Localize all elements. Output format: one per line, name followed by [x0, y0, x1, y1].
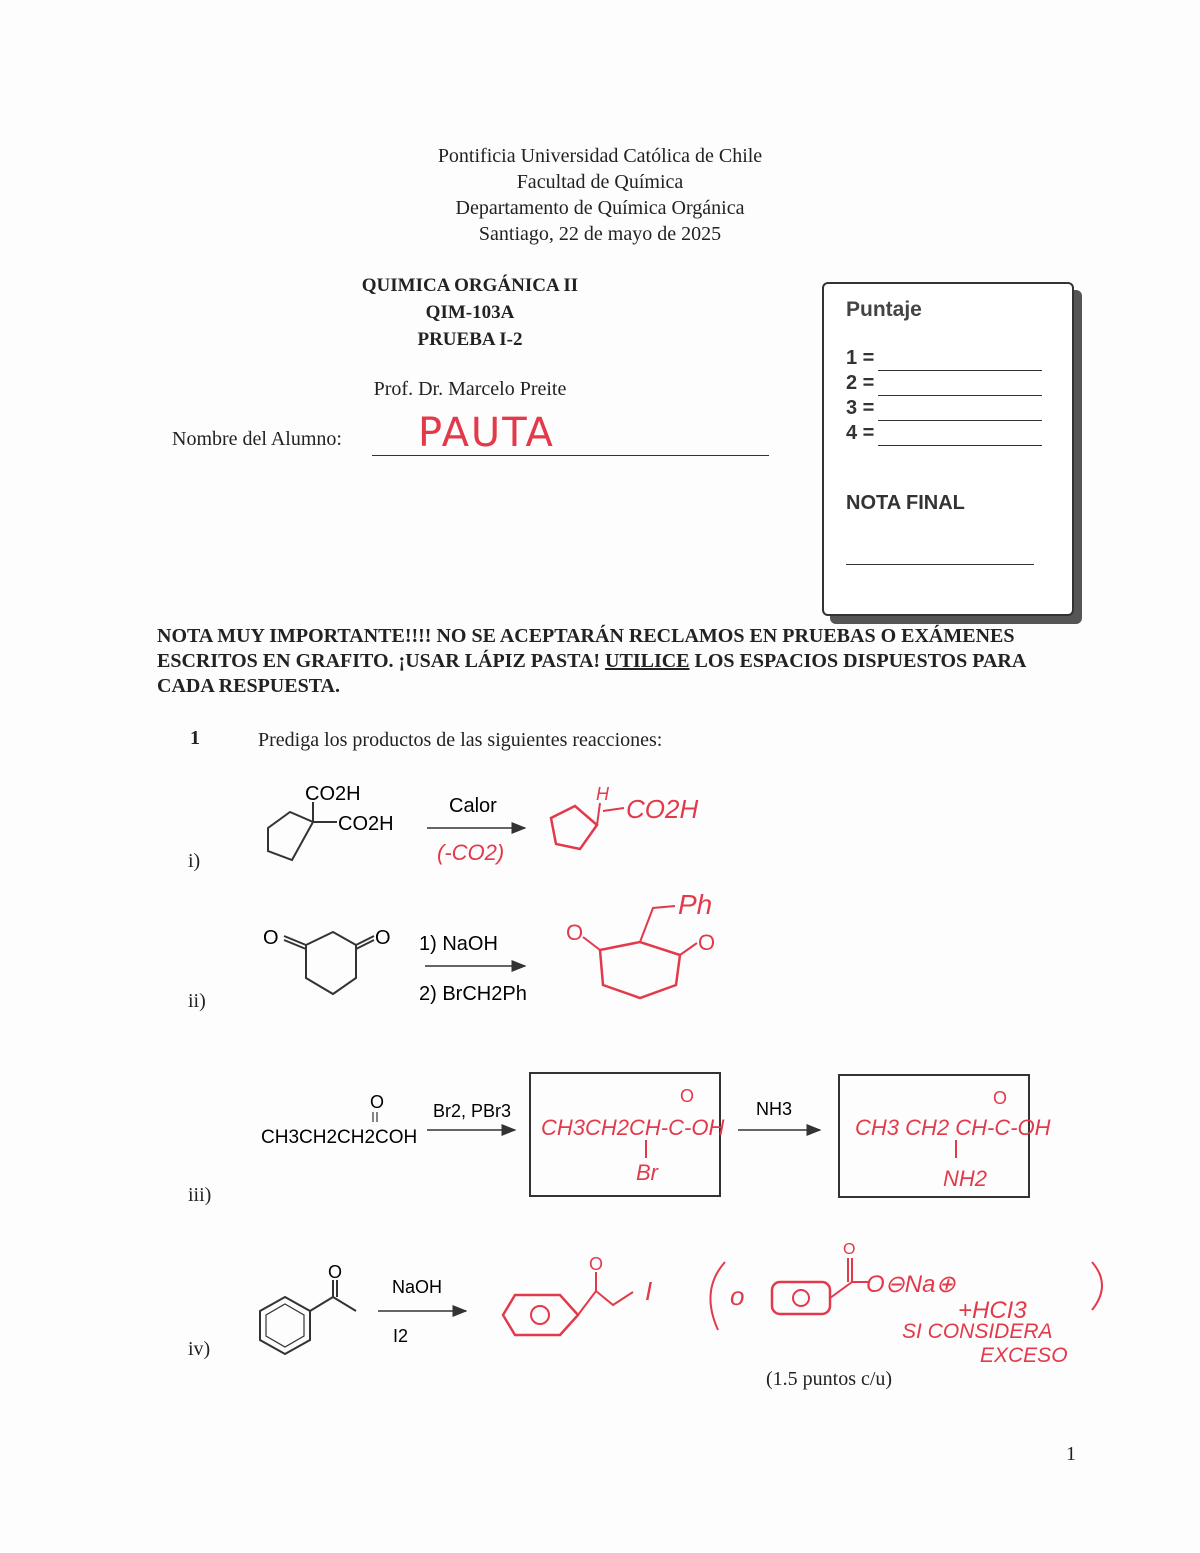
condition-nh3: NH3 — [756, 1099, 793, 1119]
exam-date: Santiago, 22 de mayo de 2025 — [478, 223, 722, 245]
alt-o: O — [843, 1241, 856, 1258]
reaction-label-i: i) — [188, 850, 201, 872]
answer-iv-iodide: I — [645, 1276, 653, 1306]
reaction-label-iii: iii) — [188, 1184, 212, 1206]
alt-note-line2: EXCESO — [980, 1344, 1068, 1367]
condition-heat: Calor — [449, 795, 497, 817]
student-name-value: PAUTA — [418, 410, 555, 456]
test-name: PRUEBA I-2 — [417, 329, 523, 350]
product2-carbonyl-o: O — [993, 1088, 1008, 1108]
answer-iv-o: O — [589, 1254, 604, 1274]
answer-iv-ring — [503, 1295, 578, 1335]
score-title: Puntaje — [846, 298, 922, 321]
final-grade-label: NOTA FINAL — [846, 492, 965, 514]
course-name: QUIMICA ORGÁNICA II — [361, 275, 579, 296]
condition-naoh: NaOH — [392, 1277, 443, 1297]
points-note: (1.5 puntos c/u) — [766, 1368, 893, 1390]
carbonyl-o-right: O — [375, 927, 391, 949]
answer-ii-ring — [600, 942, 680, 998]
butanoic-acid: CH3CH2CH2COH — [261, 1127, 418, 1148]
reaction-i — [268, 783, 698, 865]
professor-name: Prof. Dr. Marcelo Preite — [373, 378, 567, 400]
score-row: 2 = — [846, 371, 1042, 396]
answer-ii-ph: Ph — [678, 889, 713, 920]
student-name-label: Nombre del Alumno: — [172, 428, 342, 450]
alt-salt: O⊖Na⊕ — [866, 1271, 956, 1298]
alt-haloform: +HCI3 — [958, 1297, 1027, 1324]
reagent-co2h-side: CO2H — [338, 813, 394, 835]
reaction-iv — [260, 1241, 1102, 1367]
step-benzyl-bromide: 2) BrCH2Ph — [419, 983, 527, 1005]
page-number: 1 — [1066, 1443, 1076, 1465]
reaction-label-iv: iv) — [188, 1338, 211, 1360]
score-row: 4 = — [846, 421, 1042, 446]
faculty-name: Facultad de Química — [516, 171, 684, 193]
reaction-iii — [261, 1073, 1051, 1197]
acetophenone-o: O — [328, 1262, 343, 1282]
alt-ring — [772, 1282, 830, 1314]
university-name: Pontificia Universidad Católica de Chile — [437, 145, 763, 167]
answer-ii-o-left: O — [566, 920, 584, 945]
product2-aminoacid: CH3 CH2 CH-C-OH — [855, 1115, 1051, 1140]
answer-i-co2h: CO2H — [626, 794, 699, 824]
score-row: 1 = — [846, 346, 1042, 371]
step-naoh: 1) NaOH — [419, 933, 498, 955]
score-row: 3 = — [846, 396, 1042, 421]
cyclohexanedione-ring — [306, 932, 356, 994]
answer-i-condition: (-CO2) — [437, 840, 505, 865]
question-prompt: Prediga los productos de las siguientes reacciones: — [258, 729, 663, 751]
carbonyl-o-left: O — [263, 927, 279, 949]
condition-iodine: I2 — [393, 1326, 409, 1346]
product1-carbonyl-o: O — [680, 1086, 695, 1106]
answer-ii-o-right: O — [698, 930, 716, 955]
question-number: 1 — [190, 727, 200, 749]
important-notice: NOTA MUY IMPORTANTE!!!! NO SE ACEPTARÁN RECLAMOS EN PRUEBAS O EXÁMENES ESCRITOS EN GRAFITO. ¡USAR LÁPIZ PASTA! UTILICE LOS ESPACIOS DISPUESTOS PARA CADA RESPUESTA. — [157, 625, 1026, 697]
product1-bromoacid: CH3CH2CH-C-OH — [541, 1115, 725, 1140]
answer-i-h: H — [596, 784, 609, 804]
course-code: QIM-103A — [425, 302, 515, 323]
benzene-ring — [260, 1297, 310, 1354]
department-name: Departamento de Química Orgánica — [455, 197, 745, 219]
product1-br: Br — [636, 1160, 658, 1185]
alt-note-line1: SI CONSIDERA — [902, 1320, 1053, 1343]
reactant-carbonyl-o: O — [370, 1092, 385, 1112]
reaction-label-ii: ii) — [188, 990, 206, 1012]
product2-nh2: NH2 — [943, 1166, 988, 1191]
cyclopentane-ring — [268, 812, 313, 860]
alt-or: o — [730, 1281, 745, 1311]
reagent-co2h-top: CO2H — [305, 783, 361, 805]
condition-br2-pbr3: Br2, PBr3 — [433, 1101, 512, 1121]
answer-i-ring — [551, 806, 597, 849]
reaction-ii — [263, 889, 715, 1005]
